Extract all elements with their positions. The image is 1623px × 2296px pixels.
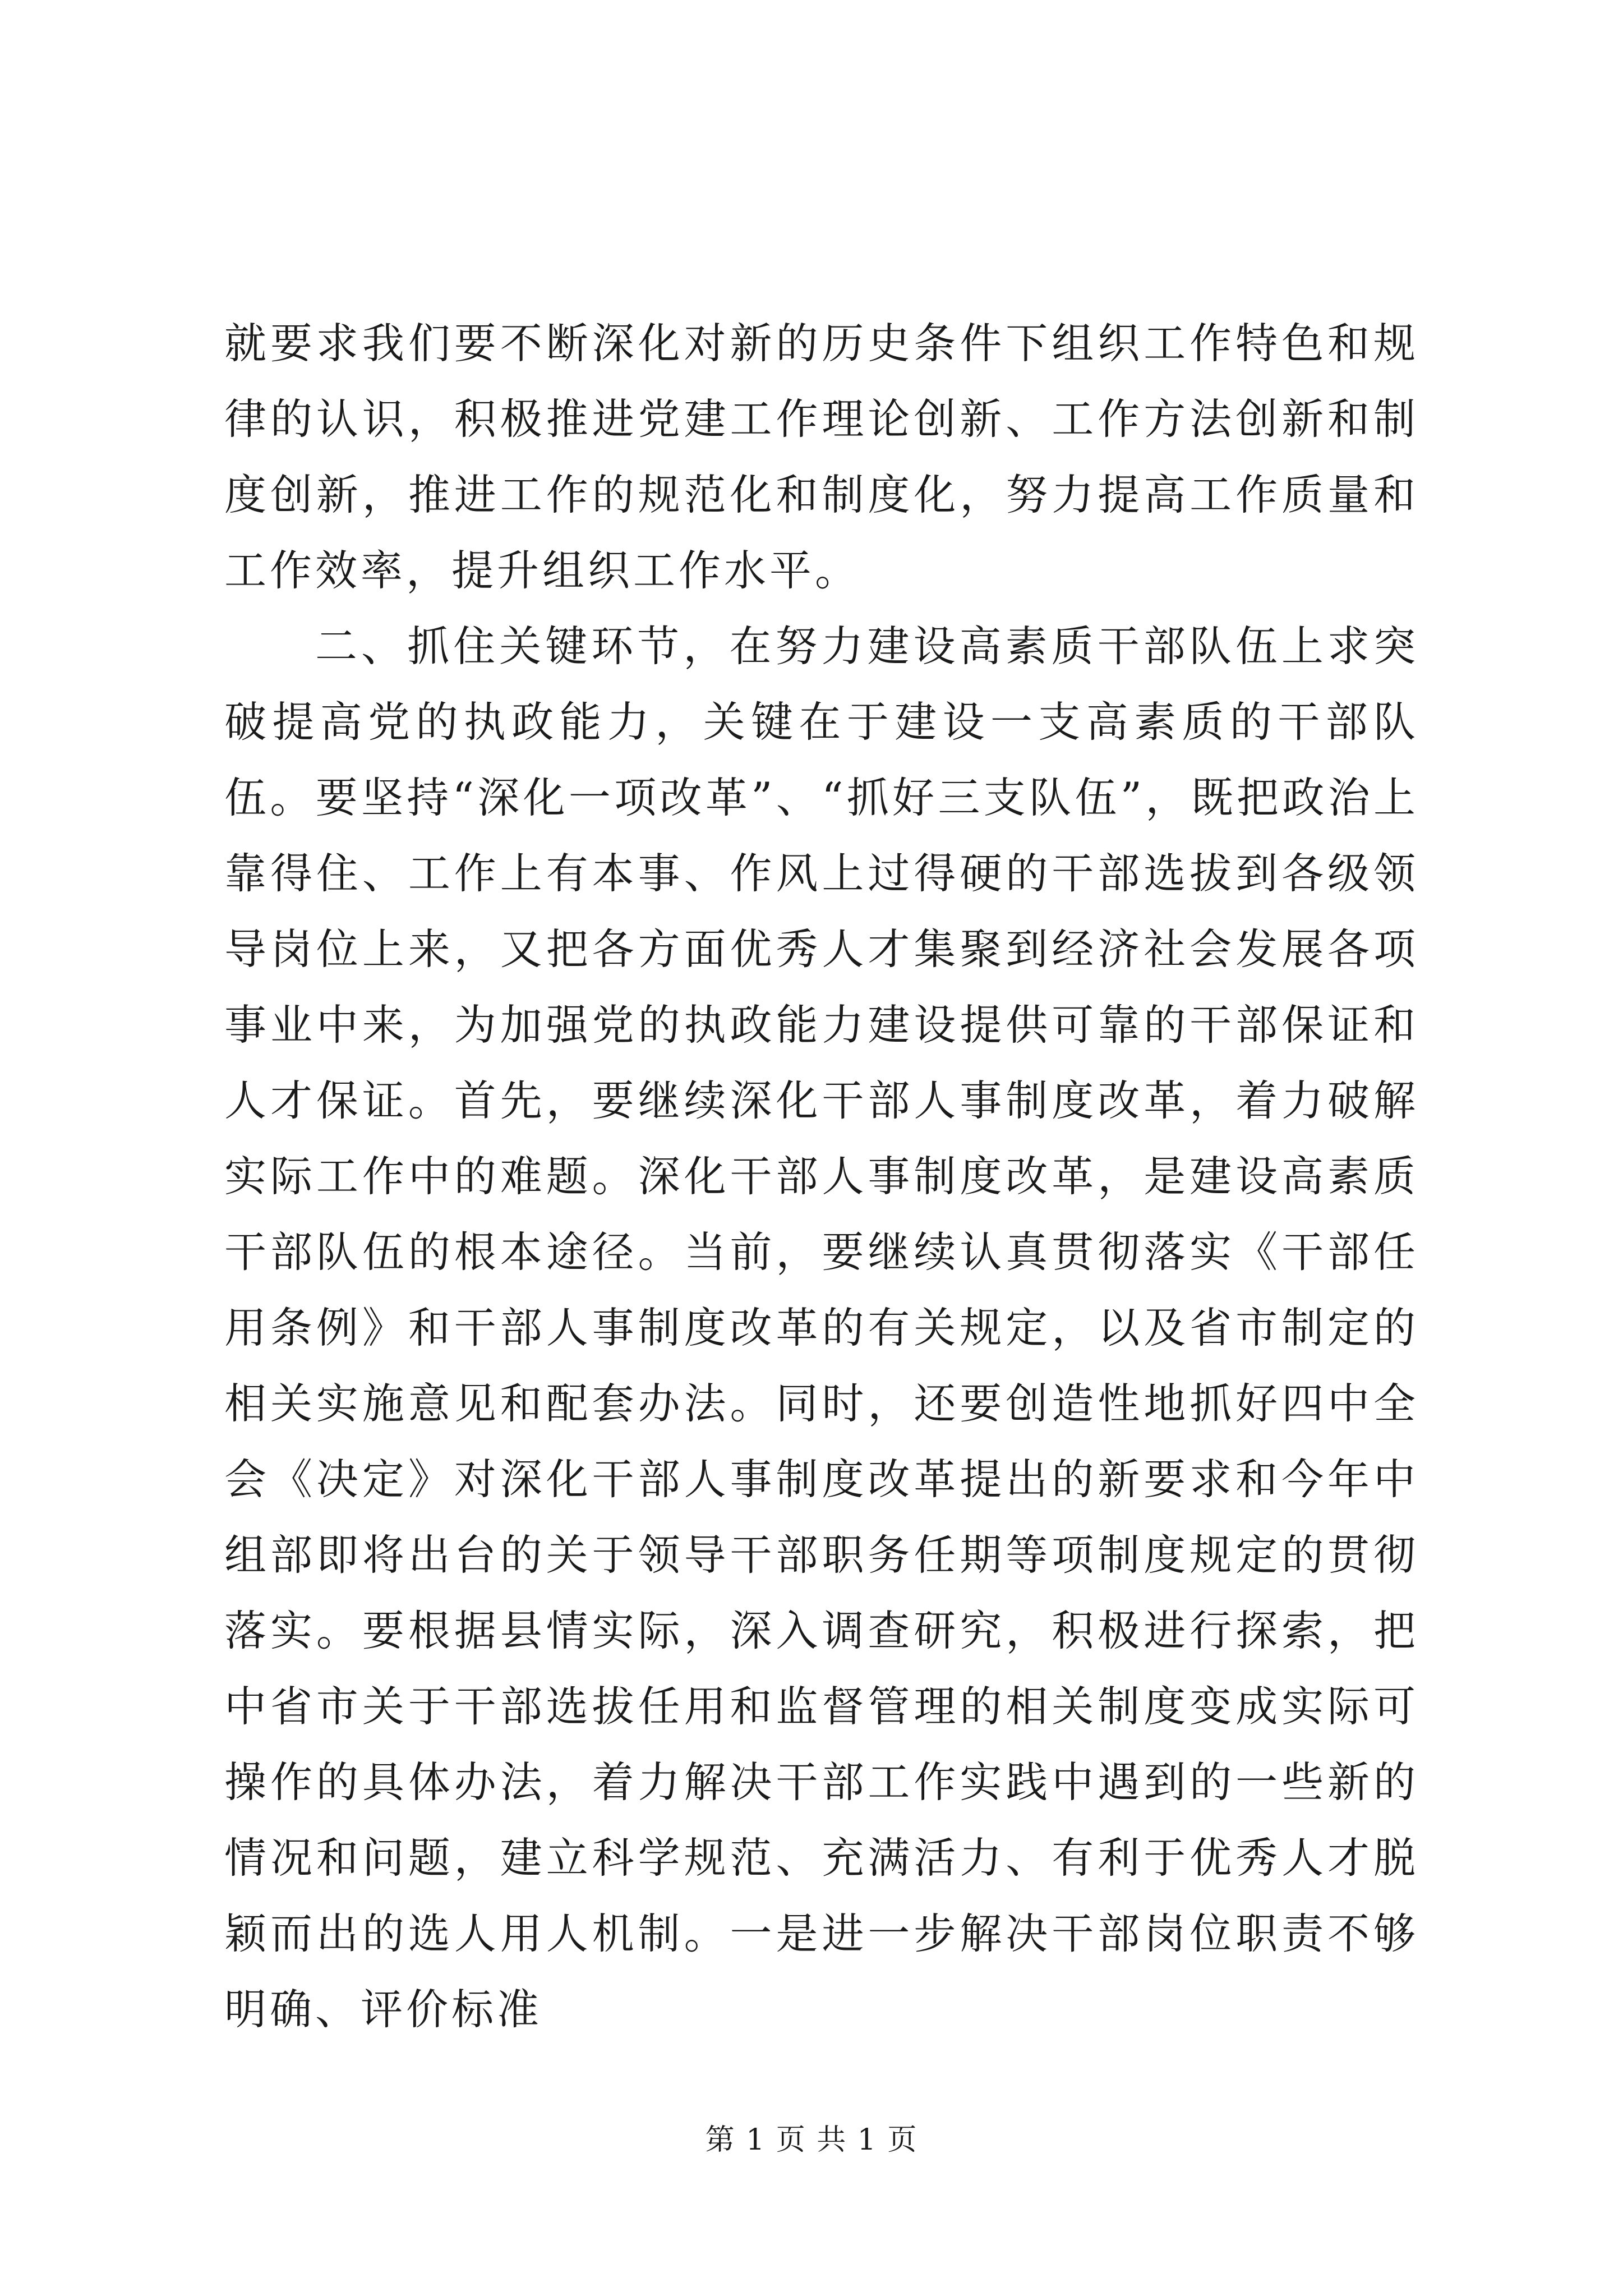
paragraph-continuation: 就要求我们要不断深化对新的历史条件下组织工作特色和规律的认识，积极推进党建工作理论创新、工作方法创新和制度创新，推进工作的规范化和制度化，努力提高工作质量和工作效率，提升组织工作水平。 <box>224 319 1419 595</box>
page-footer: 第 1 页 共 1 页 <box>705 2123 918 2157</box>
paragraph-section-two: 二、抓住关键环节，在努力建设高素质干部队伍上求突破提高党的执政能力，关键在于建设一支高素质的干部队伍。要坚持“深化一项改革”、“抓好三支队伍”，既把政治上靠得住、工作上有本事、作风上过得硬的干部选拔到各级领导岗位上来，又把各方面优秀人才集聚到经济社会发展各项事业中来，为加强党的执政能力建设提供可靠的干部保证和人才保证。首先，要继续深化干部人事制度改革，着力破解实际工作中的难题。深化干部人事制度改革，是建设高素质干部队伍的根本途径。当前，要继续认真贯彻落实《干部任用条例》和干部人事制度改革的有关规定，以及省市制定的相关实施意见和配套办法。同时，还要创造性地抓好四中全会《决定》对深化干部人事制度改革提出的新要求和今年中组部即将出台的关于领导干部职务任期等项制度规定的贯彻落实。要根据县情实际，深入调查研究，积极进行探索，把中省市关于干部选拔任用和监督管理的相关制度变成实际可操作的具体办法，着力解决干部工作实践中遇到的一些新的情况和问题，建立科学规范、充满活力、有利于优秀人才脱颖而出的选人用人机制。一是进一步解决干部岗位职责不够明确、评价标准 <box>224 622 1419 2034</box>
body-text <box>224 306 1419 2047</box>
